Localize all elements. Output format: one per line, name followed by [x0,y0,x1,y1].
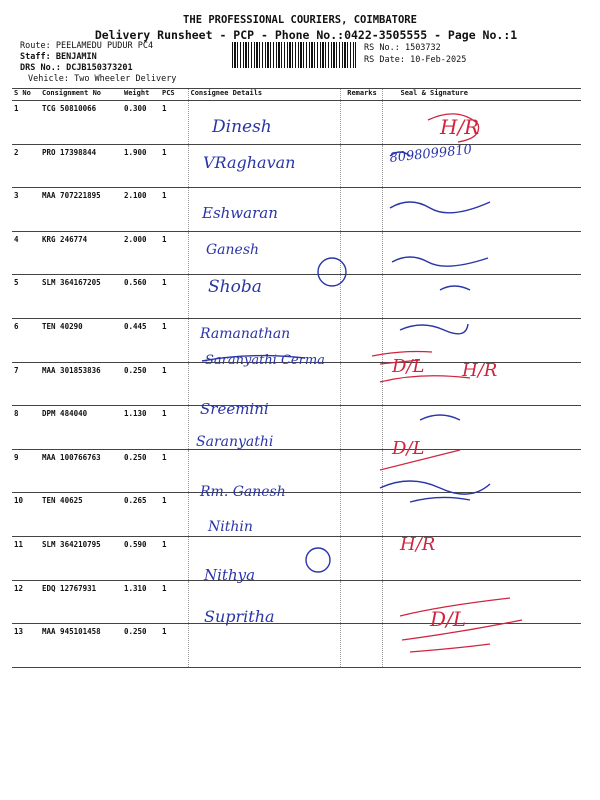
note-hr: H/R [400,534,436,555]
signature-5: Shoba [208,277,262,297]
cell-pcs: 1 [160,624,188,668]
cell-pcs: 1 [160,144,188,188]
cell-consignee [188,144,340,188]
runsheet-title: Delivery Runsheet - PCP - Phone No.:0422-3505555 - Page No.:1 [94,28,518,42]
cell-remarks [340,406,382,450]
cell-pcs: 1 [160,406,188,450]
cell-weight: 0.560 [122,275,160,319]
cell-signature [382,624,581,668]
table-row [12,362,581,406]
cell-sno: 6 [12,318,40,362]
note-dl: D/L [392,438,425,459]
signature-8: Sreemini [200,400,269,418]
col-signature: Seal & Signature [382,89,581,101]
vehicle-label: Vehicle: [28,74,69,84]
cell-pcs: 1 [160,231,188,275]
cell-consignment: SLM 364210795 [40,536,122,580]
drs-label: DRS No.: [20,63,61,73]
cell-sno: 10 [12,493,40,537]
cell-pcs: 1 [160,580,188,624]
note-dl: D/L [392,356,425,377]
table-row [12,406,581,450]
note-hr: H/R [440,115,480,139]
cell-consignee [188,580,340,624]
cell-weight: 0.590 [122,536,160,580]
cell-consignment: SLM 364167205 [40,275,122,319]
cell-consignment: PRO 17398844 [40,144,122,188]
signature-4: Ganesh [206,242,260,258]
cell-consignee [188,231,340,275]
signature-2: VRaghavan [203,153,296,172]
route-value: PEELAMEDU PUDUR PC4 [55,41,154,51]
phone-note: 8098099810 [388,142,473,166]
cell-sno: 8 [12,406,40,450]
col-remarks: Remarks [340,89,382,101]
table-row [12,188,581,232]
cell-consignment: MAA 707221895 [40,188,122,232]
cell-pcs: 1 [160,318,188,362]
cell-remarks [340,624,382,668]
cell-signature [382,188,581,232]
cell-remarks [340,536,382,580]
cell-signature [382,580,581,624]
rs-no-line [364,43,441,53]
cell-consignment: MAA 945101458 [40,624,122,668]
cell-consignee [188,493,340,537]
cell-signature [382,231,581,275]
cell-consignee [188,275,340,319]
cell-signature [382,406,581,450]
col-sno: S No [12,89,40,101]
table-row [12,493,581,537]
cell-weight: 0.250 [122,624,160,668]
table-row [12,449,581,493]
signature-3: Eshwaran [202,204,278,222]
cell-weight: 0.445 [122,318,160,362]
rs-date-value: 10-Feb-2025 [410,55,467,65]
cell-consignee [188,536,340,580]
cell-remarks [340,362,382,406]
cell-remarks [340,275,382,319]
cell-consignment: TCG 50810066 [40,101,122,145]
cell-remarks [340,101,382,145]
cell-signature [382,449,581,493]
cell-consignment: TEN 40290 [40,318,122,362]
cell-remarks [340,144,382,188]
cell-remarks [340,580,382,624]
cell-weight: 2.100 [122,188,160,232]
cell-remarks [340,493,382,537]
signature-12: Nithya [204,566,256,584]
cell-sno: 3 [12,188,40,232]
rs-no-label: RS No.: [364,43,400,53]
table-row [12,101,581,145]
signature-9: Saranyathi [196,434,274,450]
cell-consignee [188,406,340,450]
cell-weight: 0.250 [122,362,160,406]
cell-pcs: 1 [160,449,188,493]
rs-no-value: 1503732 [404,43,441,53]
signature-6: Ramanathan [200,326,291,342]
cell-signature [382,144,581,188]
cell-sno: 13 [12,624,40,668]
cell-consignee [188,101,340,145]
cell-sno: 9 [12,449,40,493]
cell-consignment: KRG 246774 [40,231,122,275]
cell-remarks [340,188,382,232]
cell-remarks [340,231,382,275]
signature-13: Supritha [204,607,275,626]
cell-signature [382,318,581,362]
cell-consignee [188,318,340,362]
cell-consignment: MAA 301853836 [40,362,122,406]
col-consignee: Consignee Details [188,89,340,101]
cell-pcs: 1 [160,493,188,537]
table-row [12,318,581,362]
vehicle-value: Two Wheeler Delivery [74,74,177,84]
cell-sno: 4 [12,231,40,275]
cell-consignee [188,624,340,668]
table-row [12,144,581,188]
route-label: Route: [20,41,51,51]
table-header-row [12,89,581,101]
cell-sno: 5 [12,275,40,319]
table-row [12,624,581,668]
cell-signature [382,362,581,406]
cell-remarks [340,449,382,493]
table-body [12,101,581,668]
note-dl: D/L [430,607,467,631]
cell-weight: 1.900 [122,144,160,188]
cell-weight: 1.310 [122,580,160,624]
runsheet-table [12,88,581,668]
signature-10: Rm. Ganesh [200,484,286,500]
cell-pcs: 1 [160,275,188,319]
cell-consignee [188,449,340,493]
table-row [12,275,581,319]
cell-sno: 2 [12,144,40,188]
cell-consignment: TEN 40625 [40,493,122,537]
staff-label: Staff: [20,52,51,62]
cell-consignee [188,362,340,406]
rs-date-label: RS Date: [364,55,405,65]
cell-pcs: 1 [160,362,188,406]
cell-consignment: DPM 484040 [40,406,122,450]
cell-sno: 1 [12,101,40,145]
note-hr: H/R [462,360,498,381]
cell-pcs: 1 [160,101,188,145]
col-weight: Weight [122,89,160,101]
table-row [12,536,581,580]
signature-7: Saranyathi Cerma [205,353,325,368]
cell-weight: 0.250 [122,449,160,493]
cell-sno: 7 [12,362,40,406]
col-pcs: PCS [160,89,188,101]
cell-signature [382,275,581,319]
cell-consignee [188,188,340,232]
staff-line [20,52,97,62]
cell-signature [382,536,581,580]
cell-weight: 2.000 [122,231,160,275]
cell-sno: 12 [12,580,40,624]
cell-sno: 11 [12,536,40,580]
col-consignment: Consignment No [40,89,122,101]
cell-pcs: 1 [160,188,188,232]
cell-signature [382,101,581,145]
cell-weight: 1.130 [122,406,160,450]
company-title: THE PROFESSIONAL COURIERS, COIMBATORE [183,14,417,26]
cell-remarks [340,318,382,362]
cell-signature [382,493,581,537]
route-line [20,41,153,51]
drs-line [20,63,133,73]
table-row [12,231,581,275]
cell-pcs: 1 [160,536,188,580]
cell-weight: 0.265 [122,493,160,537]
drs-value: DCJB150373201 [66,63,133,73]
cell-consignment: MAA 100766763 [40,449,122,493]
cell-consignment: EDQ 12767931 [40,580,122,624]
vehicle-line [28,74,176,84]
barcode [232,42,356,68]
signature-1: Dinesh [212,117,272,137]
signature-11: Nithin [208,519,253,535]
table-row [12,580,581,624]
rs-date-line [364,55,466,65]
cell-weight: 0.300 [122,101,160,145]
staff-value: BENJAMIN [55,52,97,62]
